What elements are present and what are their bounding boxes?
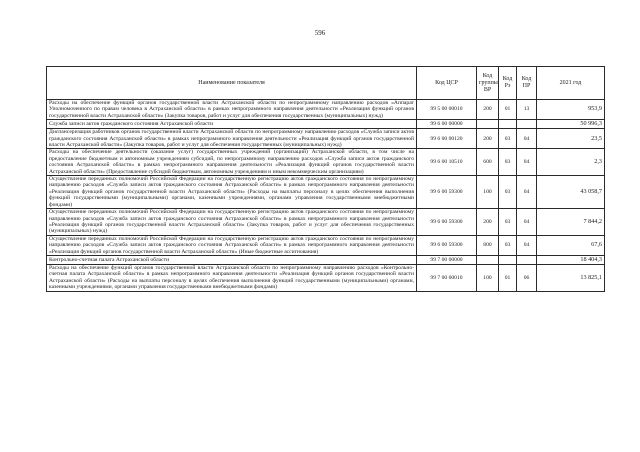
row-amount: 50 996,3 <box>537 120 605 129</box>
row-name: Контрольно-счетная палата Астраханской области <box>47 255 417 264</box>
row-name: Диспансеризация работников органов государственной власти Астраханской области по непрограммному направлению расходов «Служба записи актов гражданского состояния Астраханской области» в рамках непрограммного направления деятельности «Реализация функций органов государственной власти Астраханской области» (Закупка товаров, работ и услуг для обеспечения государственных (муниципальных) нужд) <box>47 129 417 149</box>
header-csr: Код ЦСР <box>417 67 477 100</box>
row-rz: 03 <box>499 209 517 236</box>
row-csr: 99 6 00 10510 <box>417 149 477 176</box>
table-row <box>47 176 605 209</box>
row-pr: 13 <box>517 100 537 120</box>
row-name: Осуществление переданных полномочий Российской Федерации на государственную регистрацию актов гражданского состояния по непрограммному направлению расходов «Служба записи актов гражданского состояния Астраханской области» в рамках непрограммного направления деятельности «Реализация функций органов государственной власти Астраханской области» (Иные бюджетные ассигнования) <box>47 235 417 255</box>
row-csr: 99 6 00 59300 <box>417 176 477 209</box>
table-row-section <box>47 255 605 264</box>
row-pr: 06 <box>517 264 537 291</box>
row-vr: 200 <box>477 100 499 120</box>
row-csr: 99 7 00 00010 <box>417 264 477 291</box>
row-rz <box>499 120 517 129</box>
budget-table <box>46 66 605 292</box>
row-amount: 953,9 <box>537 100 605 120</box>
row-csr: 99 5 00 00010 <box>417 100 477 120</box>
row-name: Осуществление переданных полномочий Российской Федерации на государственную регистрацию актов гражданского состояния по непрограммному направлению расходов «Служба записи актов гражданского состояния Астраханской области» в рамках непрограммного направления деятельности «Реализация функций органов государственной власти Астраханской области» (Расходы на выплаты персоналу в целях обеспечения выполнения функций государственными (муниципальными) органами, казенными учреждениями, органами управления государственными внебюджетными фондами) <box>47 176 417 209</box>
row-rz: 03 <box>499 129 517 149</box>
table-row <box>47 264 605 291</box>
row-amount: 67,6 <box>537 235 605 255</box>
row-vr <box>477 255 499 264</box>
row-pr <box>517 120 537 129</box>
row-rz: 03 <box>499 235 517 255</box>
row-pr: 04 <box>517 176 537 209</box>
row-amount: 43 058,7 <box>537 176 605 209</box>
row-csr: 99 7 00 00000 <box>417 255 477 264</box>
row-vr: 100 <box>477 264 499 291</box>
row-amount: 18 404,3 <box>537 255 605 264</box>
row-vr: 600 <box>477 149 499 176</box>
row-csr: 99 6 00 00120 <box>417 129 477 149</box>
row-rz <box>499 255 517 264</box>
row-rz: 01 <box>499 264 517 291</box>
page-number: 596 <box>314 29 326 37</box>
header-rz: Код Рз <box>499 67 517 100</box>
row-name: Расходы на обеспечение деятельности (оказание услуг) государственных учреждений (организаций) Астраханской области, в том числе на предоставление бюджетным и автономным учреждениям субсидий, по непрограммному направлению расходов «Служба записи актов гражданского состояния Астраханской области» в рамках непрограммного направления деятельности «Реализация функций органов государственной власти Астраханской области» (Предоставление субсидий бюджетным, автономным учреждениям и иным некоммерческим организациям) <box>47 149 417 176</box>
table-row-section <box>47 120 605 129</box>
row-name: Служба записи актов гражданского состояния Астраханской области <box>47 120 417 129</box>
header-name: Наименование показателя <box>47 67 417 100</box>
row-pr: 04 <box>517 235 537 255</box>
table-row <box>47 149 605 176</box>
row-csr: 99 6 00 59300 <box>417 209 477 236</box>
row-rz: 03 <box>499 176 517 209</box>
row-amount: 23,5 <box>537 129 605 149</box>
row-csr: 99 6 00 59300 <box>417 235 477 255</box>
row-csr: 99 6 00 00000 <box>417 120 477 129</box>
row-pr <box>517 255 537 264</box>
row-amount: 7 844,2 <box>537 209 605 236</box>
header-year: 2021 год <box>537 67 605 100</box>
header-pr: Код ПР <box>517 67 537 100</box>
row-pr: 04 <box>517 149 537 176</box>
row-vr: 800 <box>477 235 499 255</box>
row-vr: 200 <box>477 209 499 236</box>
row-vr: 100 <box>477 176 499 209</box>
table-row <box>47 235 605 255</box>
row-amount: 13 825,1 <box>537 264 605 291</box>
row-name: Расходы на обеспечение функций органов государственной власти Астраханской области по непрограммному направлению расходов «Контрольно-счетная палата Астраханской области» в рамках непрограммного направления деятельности «Реализация функций органов государственной власти Астраханской области» (Расходы на выплаты персоналу в целях обеспечения выполнения функций государственными (муниципальными) органами, казенными учреждениями, органами управления государственными внебюджетными фондами) <box>47 264 417 291</box>
row-amount: 2,3 <box>537 149 605 176</box>
row-pr: 04 <box>517 129 537 149</box>
row-pr: 04 <box>517 209 537 236</box>
table-header-row <box>47 67 605 100</box>
row-vr <box>477 120 499 129</box>
row-name: Расходы на обеспечение функций органов государственной власти Астраханской области по непрограммному направлению расходов «Аппарат Уполномоченного по правам человека в Астраханской области» в рамках непрограммного направления деятельности «Реализация функций органов государственной власти Астраханской области» (Закупка товаров, работ и услуг для обеспечения государственных (муниципальных) нужд) <box>47 100 417 120</box>
header-vr: Код группы ВР <box>477 67 499 100</box>
table-row <box>47 129 605 149</box>
table-row <box>47 100 605 120</box>
row-rz: 03 <box>499 149 517 176</box>
table-row <box>47 209 605 236</box>
row-rz: 01 <box>499 100 517 120</box>
row-vr: 200 <box>477 129 499 149</box>
row-name: Осуществление переданных полномочий Российской Федерации на государственную регистрацию актов гражданского состояния по непрограммному направлению расходов «Служба записи актов гражданского состояния Астраханской области» в рамках непрограммного направления деятельности «Реализация функций органов государственной власти Астраханской области» (Закупка товаров, работ и услуг для обеспечения государственных (муниципальных) нужд) <box>47 209 417 236</box>
